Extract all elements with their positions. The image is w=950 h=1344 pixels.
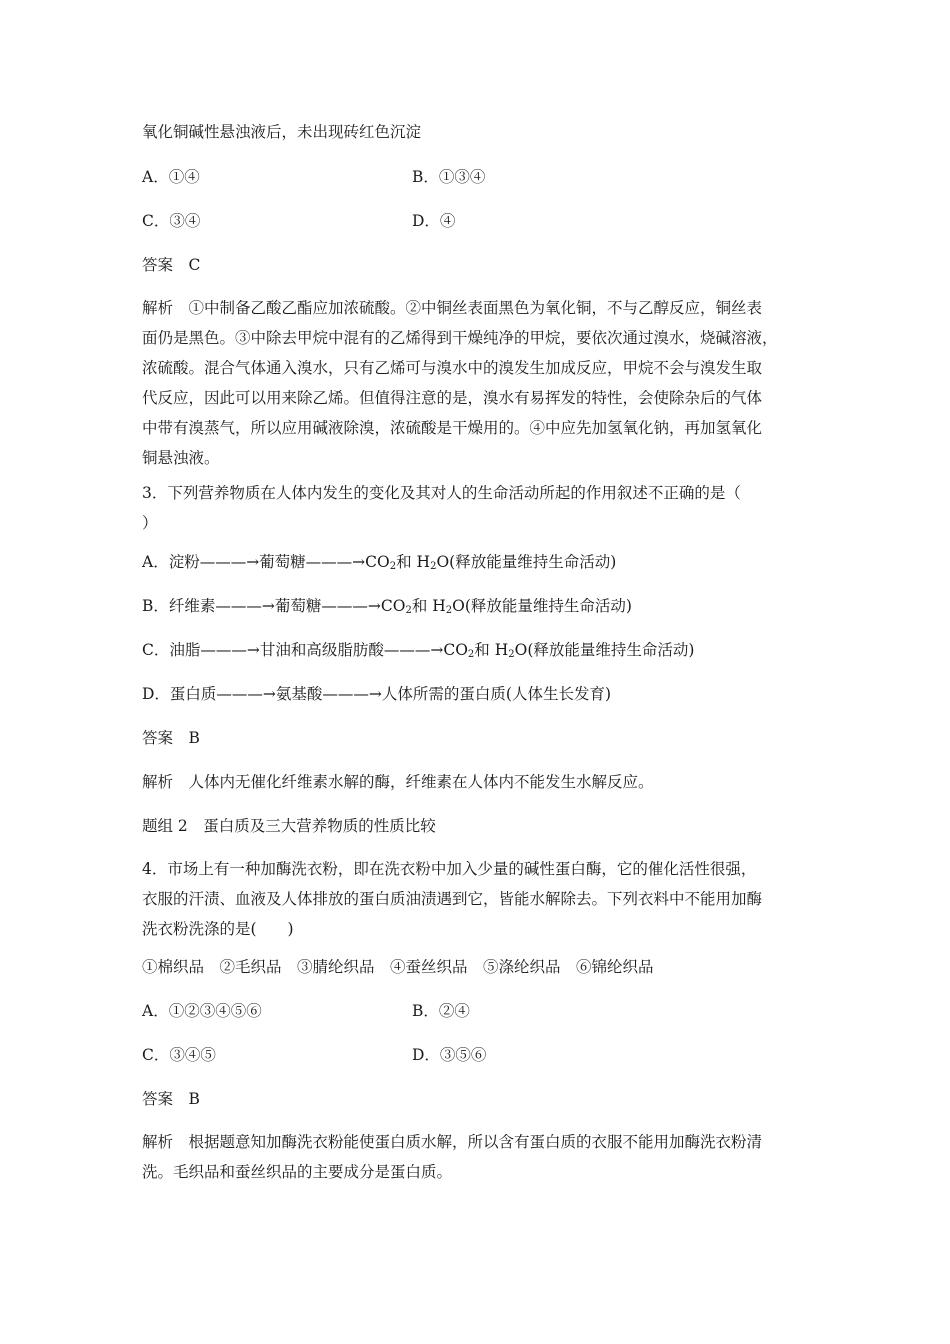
q2-option-b: B．①③④ bbox=[412, 168, 486, 186]
q4-items: ①棉织品 ②毛织品 ③腈纶织品 ④蚕丝织品 ⑤涤纶织品 ⑥锦纶织品 bbox=[142, 958, 654, 976]
q3-option-d: D．蛋白质———→氨基酸———→人体所需的蛋白质(人体生长发育) bbox=[142, 685, 611, 703]
q4-stem-line: 衣服的汗渍、血液及人体排放的蛋白质油渍遇到它，皆能水解除去。下列衣料中不能用加酶 bbox=[142, 890, 763, 908]
q2-analysis-line: 解析 ①中制备乙酸乙酯应加浓硫酸。②中铜丝表面黑色为氧化铜，不与乙醇反应，铜丝表 bbox=[142, 299, 763, 317]
q2-option-d: D．④ bbox=[412, 212, 456, 230]
q3-stem bbox=[142, 478, 822, 538]
q3-answer: 答案 B bbox=[142, 729, 200, 747]
q3-option-c: C．油脂———→甘油和高级脂肪酸$———\to CO_2$和 $H_2O$(释放能量维持生命活动) bbox=[142, 641, 695, 660]
q4-answer: 答案 B bbox=[142, 1090, 200, 1108]
q4-analysis-line: 洗。毛织品和蚕丝织品的主要成分是蛋白质。 bbox=[142, 1163, 453, 1181]
q4-option-b: B．②④ bbox=[412, 1002, 470, 1020]
q4-option-c: C．③④⑤ bbox=[142, 1046, 216, 1064]
q3-stem-line: ） bbox=[142, 514, 158, 532]
q2-analysis-line: 代反应，因此可以用来除乙烯。但值得注意的是，溴水有易挥发的特性，会使除杂后的气体 bbox=[142, 389, 763, 407]
q3-option-b: B．纤维素———→葡萄糖$———\to CO_2$和 $H_2O$(释放能量维持生命活动) bbox=[142, 597, 632, 616]
group-title: 题组 2 蛋白质及三大营养物质的性质比较 bbox=[142, 817, 436, 835]
q2-analysis-line: 铜悬浊液。 bbox=[142, 449, 220, 467]
q2-analysis-line: 面仍是黑色。③中除去甲烷中混有的乙烯得到干燥纯净的甲烷，要依次通过溴水，烧碱溶液， bbox=[142, 329, 778, 347]
q2-answer: 答案 C bbox=[142, 256, 201, 274]
q4-analysis-line: 解析 根据题意知加酶洗衣粉能使蛋白质水解，所以含有蛋白质的衣服不能用加酶洗衣粉清 bbox=[142, 1133, 763, 1151]
q3-option-a: A．淀粉———→葡萄糖$———\to CO_2$和 $H_2O$(释放能量维持生命活动) bbox=[142, 553, 617, 572]
q2-analysis bbox=[142, 293, 822, 473]
q2-option-c: C．③④ bbox=[142, 212, 201, 230]
continued-text: 氧化铜碱性悬浊液后，未出现砖红色沉淀 bbox=[142, 123, 422, 141]
q2-option-a: A．①④ bbox=[142, 168, 200, 186]
q2-analysis-line: 中带有溴蒸气，所以应用碱液除溴，浓硫酸是干燥用的。④中应先加氢氧化钠，再加氢氧化 bbox=[142, 419, 763, 437]
q4-stem-line: 4．市场上有一种加酶洗衣粉，即在洗衣粉中加入少量的碱性蛋白酶，它的催化活性很强， bbox=[142, 860, 757, 878]
q3-stem-line: 3．下列营养物质在人体内发生的变化及其对人的生命活动所起的作用叙述不正确的是（ bbox=[142, 484, 741, 502]
q4-option-d: D．③⑤⑥ bbox=[412, 1046, 487, 1064]
q4-stem bbox=[142, 854, 822, 944]
q4-option-a: A．①②③④⑤⑥ bbox=[142, 1002, 262, 1020]
q4-analysis bbox=[142, 1127, 822, 1187]
q4-stem-line: 洗衣粉洗涤的是( ) bbox=[142, 920, 294, 938]
q3-analysis: 解析 人体内无催化纤维素水解的酶，纤维素在人体内不能发生水解反应。 bbox=[142, 773, 654, 791]
q2-analysis-line: 浓硫酸。混合气体通入溴水，只有乙烯可与溴水中的溴发生加成反应，甲烷不会与溴发生取 bbox=[142, 359, 763, 377]
